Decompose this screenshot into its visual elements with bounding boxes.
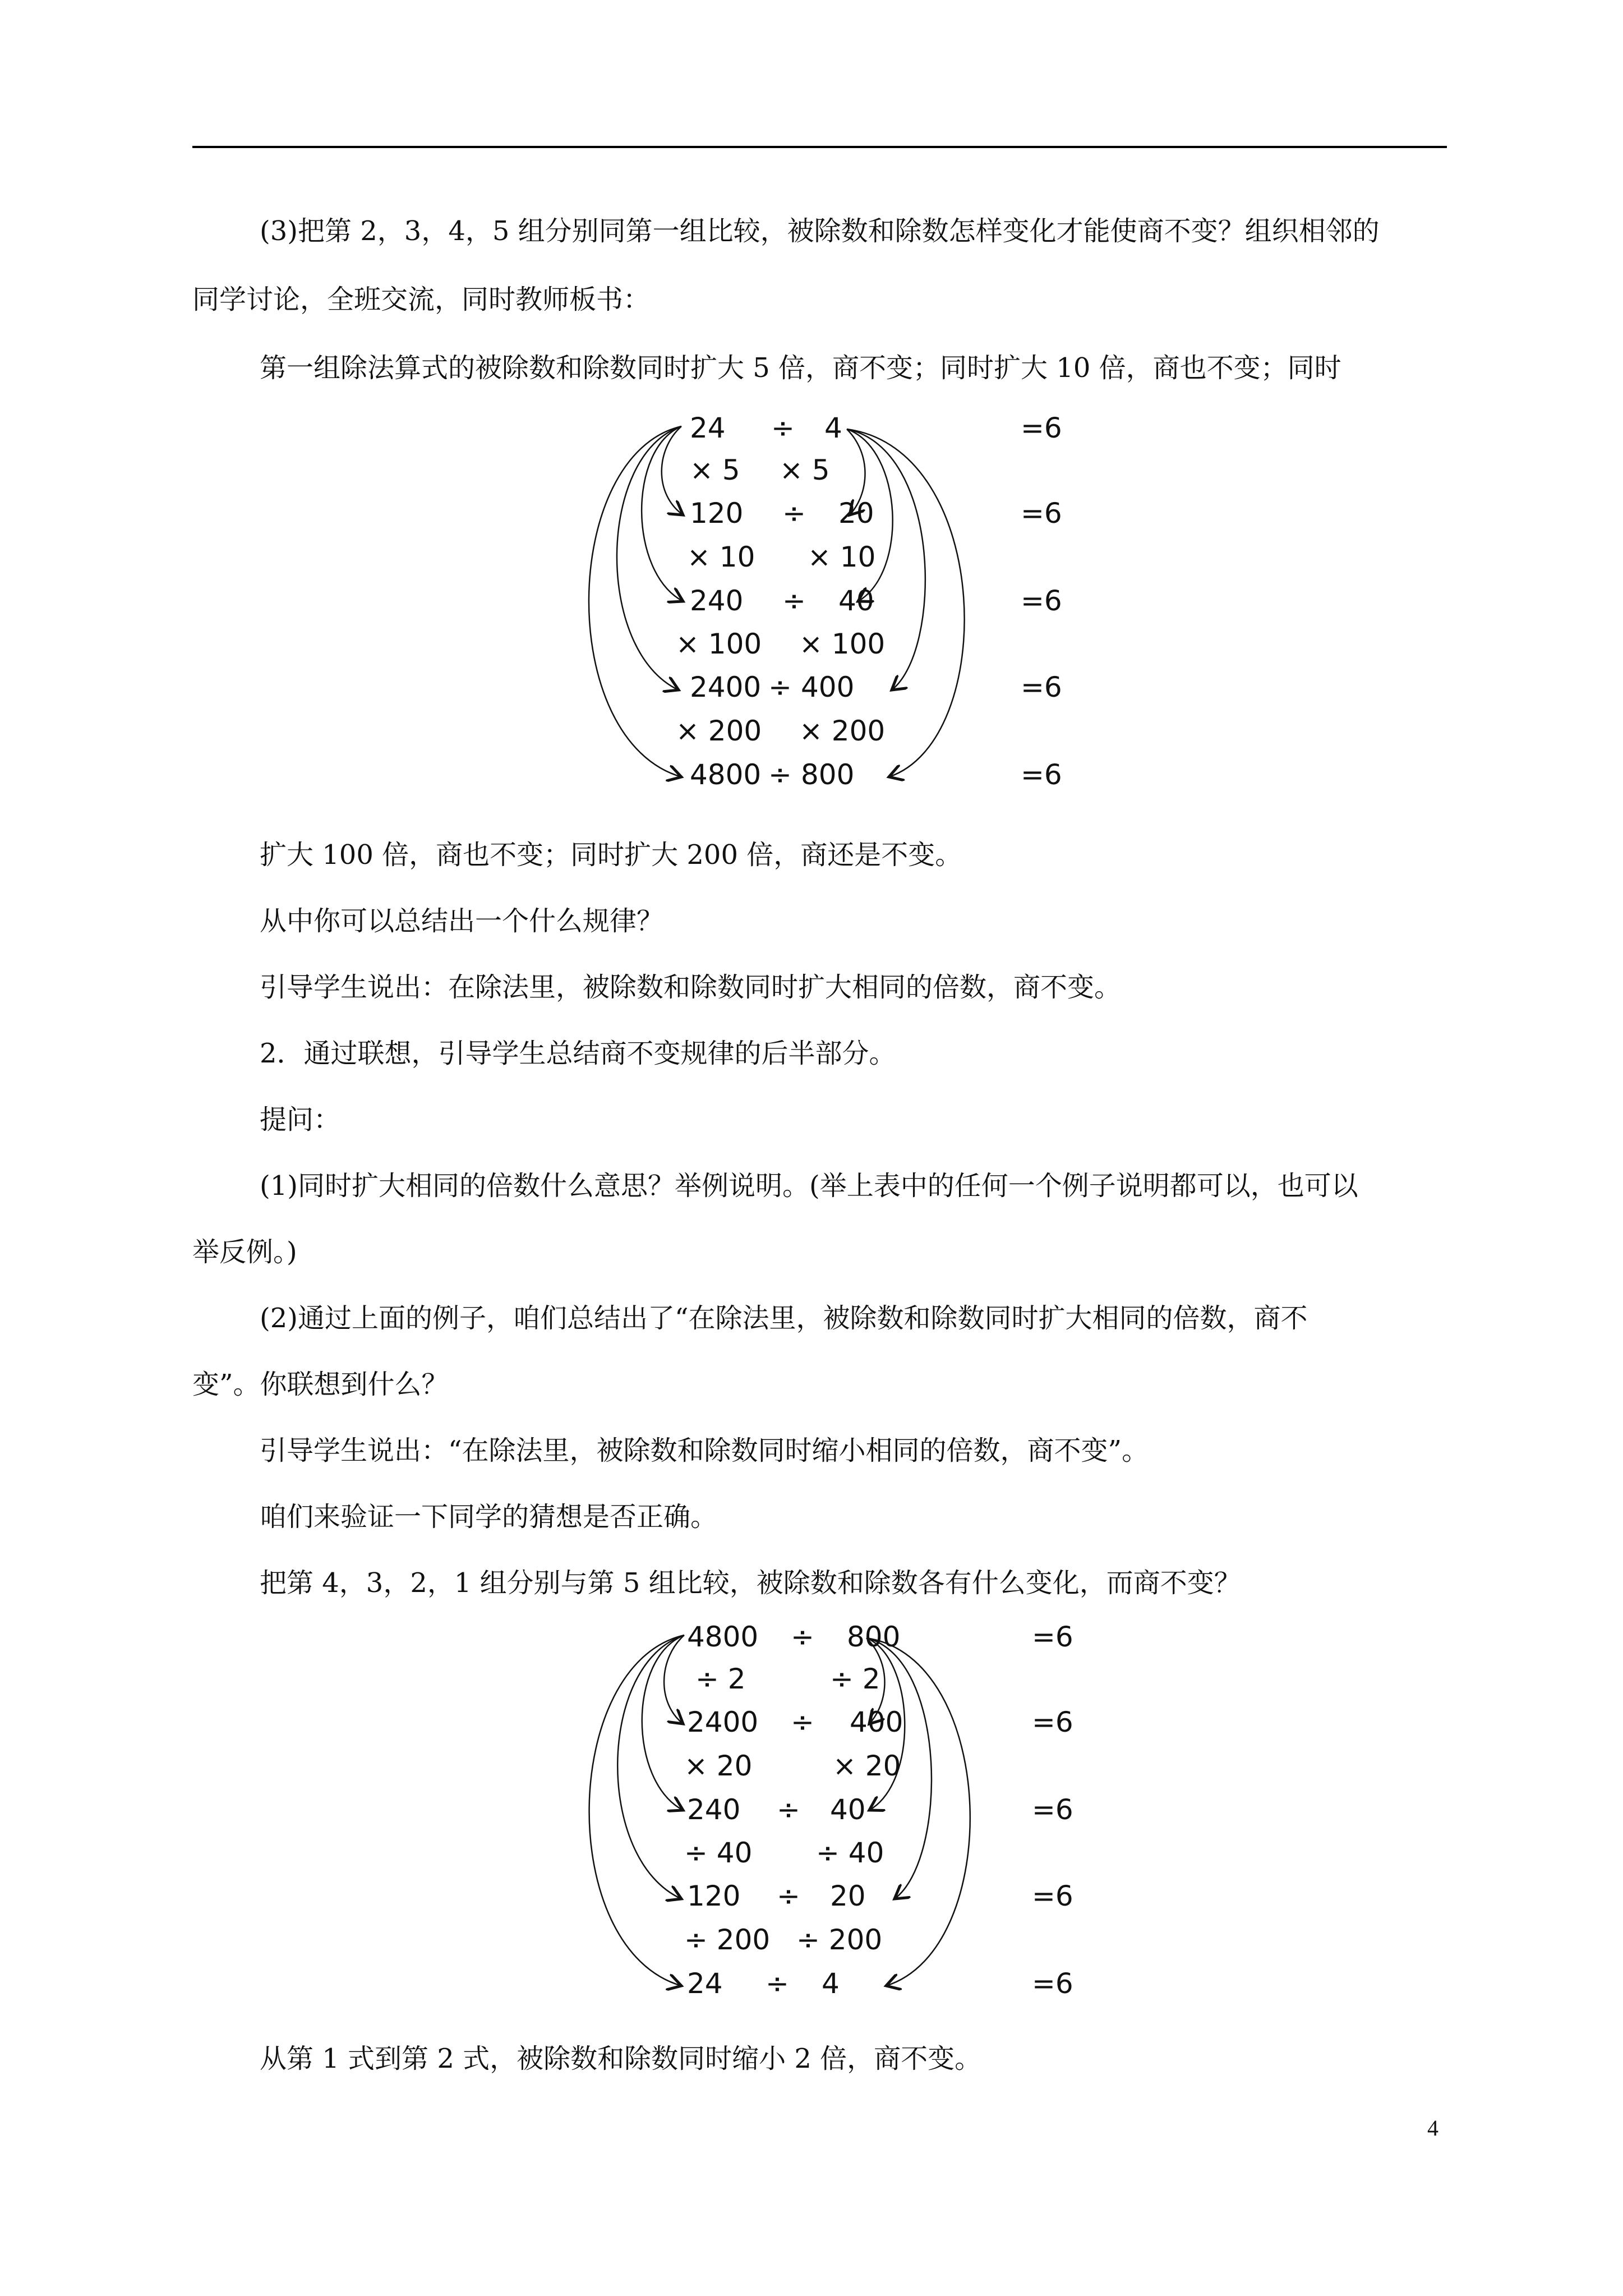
operation-row <box>684 1924 882 1956</box>
operation-row <box>695 1663 880 1695</box>
divisor: 4 <box>824 412 842 444</box>
left-arcs <box>589 426 683 777</box>
paragraph: 把第 4，3，2，1 组分别与第 5 组比较，被除数和除数各有什么变化，而商不变？ <box>260 1567 1241 1599</box>
paragraph: 引导学生说出：“在除法里，被除数和除数同时缩小相同的倍数，商不变”。 <box>260 1435 1149 1466</box>
result: =6 <box>1021 497 1062 530</box>
operation-row <box>684 1750 901 1782</box>
dividend: 4800 <box>687 1621 759 1653</box>
dividend-op: × 100 <box>676 628 762 660</box>
equation-row <box>690 671 1062 703</box>
divisor-op: ÷ 40 <box>816 1837 884 1869</box>
dividend: 240 <box>690 585 744 617</box>
divisor-op: × 200 <box>799 715 886 747</box>
divisor: 4 <box>822 1967 840 2000</box>
result: =6 <box>1021 412 1062 444</box>
paragraph: 扩大 100 倍，商也不变；同时扩大 200 倍，商还是不变。 <box>260 839 962 871</box>
operation-row <box>684 1837 884 1869</box>
paragraph: 咱们来验证一下同学的猜想是否正确。 <box>260 1501 718 1533</box>
result: =6 <box>1021 585 1062 617</box>
operation-row <box>676 628 885 660</box>
divide-sign: ÷ <box>791 1621 814 1653</box>
dividend-op: × 200 <box>676 715 762 747</box>
divisor: 40 <box>830 1793 866 1826</box>
dividend-op: ÷ 2 <box>695 1663 746 1695</box>
result: =6 <box>1032 1621 1073 1653</box>
equation-row <box>687 1967 1073 2000</box>
dividend: 24 <box>690 412 726 444</box>
header-rule <box>192 146 1447 148</box>
operation-row <box>687 541 875 573</box>
dividend-op: ÷ 40 <box>684 1837 753 1869</box>
divide-sign: ÷ <box>777 1880 800 1912</box>
divide-sign: ÷ <box>768 758 792 791</box>
dividend: 4800 <box>690 758 762 791</box>
divide-sign: ÷ <box>782 585 806 617</box>
division-diagram-shrink <box>555 1613 1099 2017</box>
divisor: 20 <box>838 497 874 530</box>
equation-row <box>687 1706 1073 1738</box>
divisor: 40 <box>838 585 874 617</box>
left-arcs <box>589 1635 684 1986</box>
equation-row <box>687 1621 1073 1653</box>
dividend-op: × 20 <box>684 1750 753 1782</box>
result: =6 <box>1032 1793 1073 1826</box>
dividend: 120 <box>690 497 744 530</box>
divisor-op: × 100 <box>799 628 886 660</box>
dividend: 2400 <box>687 1706 759 1738</box>
divisor-op: × 10 <box>808 541 876 573</box>
divisor: 20 <box>830 1880 866 1912</box>
equation-row <box>690 758 1062 791</box>
paragraph: (3)把第 2，3，4，5 组分别同第一组比较，被除数和除数怎样变化才能使商不变？组织相邻的 <box>260 215 1380 247</box>
paragraph: 从第 1 式到第 2 式，被除数和除数同时缩小 2 倍，商不变。 <box>260 2043 982 2074</box>
paragraph: 举反例。) <box>192 1236 297 1268</box>
paragraph: 2．通过联想，引导学生总结商不变规律的后半部分。 <box>260 1038 896 1069</box>
dividend-op: ÷ 200 <box>684 1924 771 1956</box>
dividend: 24 <box>687 1967 723 2000</box>
divisor: 400 <box>850 1706 903 1738</box>
equation-row <box>690 585 1062 617</box>
operation-row <box>676 715 885 747</box>
paragraph: 变”。你联想到什么？ <box>192 1369 449 1400</box>
result: =6 <box>1032 1967 1073 2000</box>
divisor-op: ÷ 2 <box>830 1663 880 1695</box>
paragraph: 第一组除法算式的被除数和除数同时扩大 5 倍，商不变；同时扩大 10 倍，商也不变；同时 <box>260 352 1341 384</box>
paragraph: 从中你可以总结出一个什么规律？ <box>260 905 664 937</box>
result: =6 <box>1032 1706 1073 1738</box>
dividend: 120 <box>687 1880 741 1912</box>
result: =6 <box>1021 671 1062 703</box>
dividend-op: × 5 <box>690 454 740 486</box>
equation-row <box>690 412 1062 444</box>
divide-sign: ÷ <box>782 497 806 530</box>
divisor-op: × 5 <box>780 454 830 486</box>
dividend: 240 <box>687 1793 741 1826</box>
divide-sign: ÷ <box>768 671 792 703</box>
result: =6 <box>1021 758 1062 791</box>
paragraph: 同学讨论，全班交流，同时教师板书： <box>192 284 651 315</box>
divide-sign: ÷ <box>766 1967 789 2000</box>
paragraph: 提问： <box>260 1104 341 1135</box>
division-diagram-expand <box>555 404 1099 808</box>
divisor-op: × 20 <box>833 1750 901 1782</box>
operation-row <box>690 454 830 486</box>
equation-row <box>690 497 1062 530</box>
paragraph: 引导学生说出：在除法里，被除数和除数同时扩大相同的倍数，商不变。 <box>260 972 1122 1003</box>
divisor: 800 <box>847 1621 901 1653</box>
equation-row <box>687 1793 1073 1826</box>
page-number: 4 <box>1427 2115 1438 2141</box>
divide-sign: ÷ <box>777 1793 800 1826</box>
paragraph: (2)通过上面的例子，咱们总结出了“在除法里，被除数和除数同时扩大相同的倍数，商不 <box>260 1303 1308 1334</box>
divisor-op: ÷ 200 <box>796 1924 883 1956</box>
paragraph: (1)同时扩大相同的倍数什么意思？举例说明。(举上表中的任何一个例子说明都可以，也可以 <box>260 1170 1358 1202</box>
equation-row <box>687 1880 1073 1912</box>
divisor: 800 <box>801 758 855 791</box>
divide-sign: ÷ <box>771 412 795 444</box>
dividend-op: × 10 <box>687 541 755 573</box>
dividend: 2400 <box>690 671 762 703</box>
result: =6 <box>1032 1880 1073 1912</box>
divide-sign: ÷ <box>791 1706 814 1738</box>
divisor: 400 <box>801 671 855 703</box>
